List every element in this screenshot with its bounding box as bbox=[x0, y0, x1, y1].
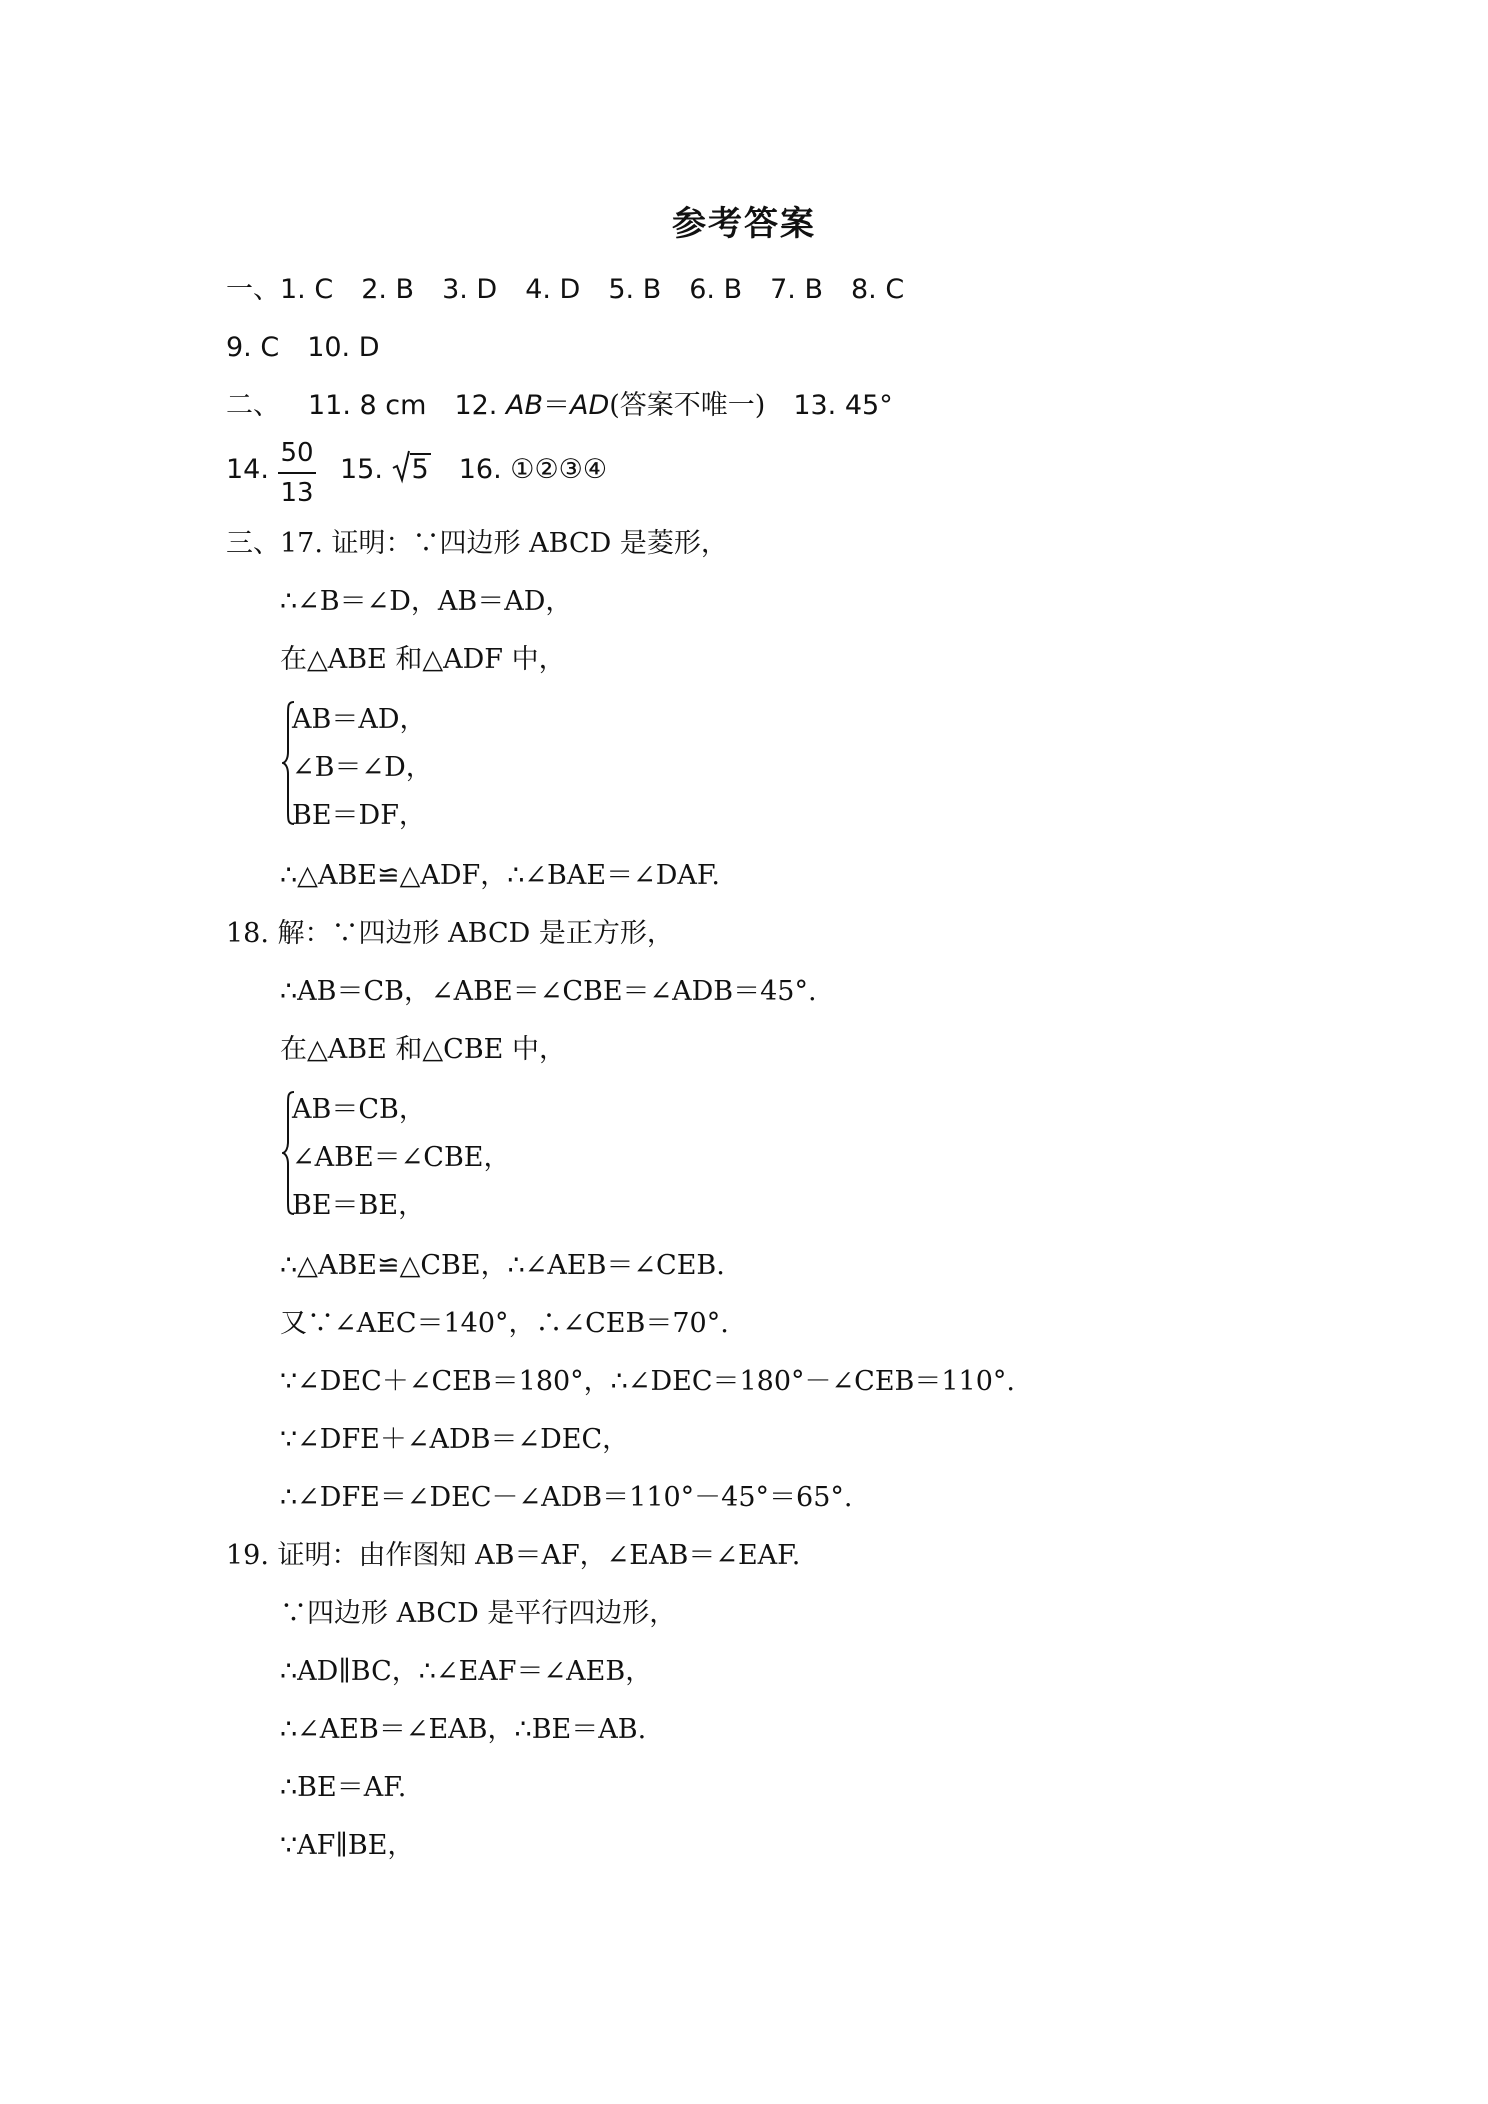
q18-system-3: BE＝BE， bbox=[292, 1190, 426, 1221]
mc-answer: 1. C bbox=[280, 274, 334, 305]
q14-denominator: 13 bbox=[280, 478, 314, 508]
q11-answer: 11. 8 cm bbox=[308, 390, 427, 421]
fill-row-2 bbox=[226, 448, 269, 492]
q18-line-3: ∴△ABE≌△CBE，∴∠AEB＝∠CEB. bbox=[280, 1250, 725, 1281]
q15-number: 15. bbox=[340, 454, 383, 485]
page-title: 参考答案 bbox=[672, 204, 816, 244]
q18-line-0: 18. 解：∵四边形 ABCD 是正方形， bbox=[226, 918, 674, 949]
q13-answer: 13. 45° bbox=[793, 390, 893, 421]
q19-line-4: ∴BE＝AF. bbox=[280, 1772, 407, 1803]
q19-line-2: ∴AD∥BC，∴∠EAF＝∠AEB， bbox=[280, 1656, 653, 1687]
mc-answer: 10. D bbox=[307, 332, 380, 363]
radical-sign-icon bbox=[392, 448, 410, 484]
q12-note: (答案不唯一) bbox=[609, 390, 766, 421]
q18-system-2: ∠ABE＝∠CBE， bbox=[292, 1142, 511, 1173]
mc-answer: 5. B bbox=[608, 274, 662, 305]
q19-line-3: ∴∠AEB＝∠EAB，∴BE＝AB. bbox=[280, 1714, 647, 1745]
q19-line-1: ∵四边形 ABCD 是平行四边形， bbox=[280, 1598, 677, 1629]
q18-system-1: AB＝CB， bbox=[292, 1094, 426, 1125]
q18-line-6: ∵∠DFE＋∠ADB＝∠DEC， bbox=[280, 1424, 630, 1455]
mc-answer: 9. C bbox=[226, 332, 280, 363]
fraction-bar bbox=[278, 472, 316, 474]
q17-line-2: 在△ABE 和△ADF 中， bbox=[280, 644, 566, 675]
q15-radicand: 5 bbox=[411, 454, 429, 485]
mc-answer: 7. B bbox=[770, 274, 823, 305]
q18-line-5: ∵∠DEC＋∠CEB＝180°，∴∠DEC＝180°－∠CEB＝110°. bbox=[280, 1366, 1015, 1397]
section-1-prefix: 一、 bbox=[226, 274, 280, 305]
q15-sqrt bbox=[392, 448, 431, 492]
q12-eq: ＝ bbox=[542, 390, 570, 421]
q19-line-5: ∵AF∥BE， bbox=[280, 1830, 415, 1861]
q12-ad: AD bbox=[569, 390, 610, 421]
fill-row-1 bbox=[226, 384, 893, 428]
q17-system-1: AB＝AD， bbox=[292, 704, 427, 735]
mc-answer: 4. D bbox=[525, 274, 581, 305]
section-2-prefix: 二、 bbox=[226, 390, 280, 421]
q12-ab: AB bbox=[505, 390, 543, 421]
q16-answer: 16. ①②③④ bbox=[458, 454, 608, 485]
q19-line-0: 19. 证明：由作图知 AB＝AF，∠EAB＝∠EAF. bbox=[226, 1540, 801, 1571]
fill-row-2b bbox=[340, 448, 607, 492]
mc-answer: 2. B bbox=[361, 274, 415, 305]
mc-answer: 3. D bbox=[442, 274, 498, 305]
q17-system-2: ∠B＝∠D， bbox=[292, 752, 433, 783]
q18-line-4: 又∵∠AEC＝140°，∴∠CEB＝70°. bbox=[280, 1308, 729, 1339]
q14-numerator: 50 bbox=[280, 438, 314, 468]
mc-row-1 bbox=[226, 268, 904, 312]
q18-line-7: ∴∠DFE＝∠DEC－∠ADB＝110°－45°＝65°. bbox=[280, 1482, 853, 1513]
q17-line-1: ∴∠B＝∠D，AB＝AD， bbox=[280, 586, 573, 617]
q14-number: 14. bbox=[226, 454, 269, 485]
mc-answer: 6. B bbox=[689, 274, 743, 305]
q12-number: 12. bbox=[454, 390, 498, 421]
mc-row-2 bbox=[226, 326, 380, 370]
q18-line-1: ∴AB＝CB，∠ABE＝∠CBE＝∠ADB＝45°. bbox=[280, 976, 817, 1007]
q17-line-0: 三、17. 证明：∵四边形 ABCD 是菱形， bbox=[226, 528, 728, 559]
q18-line-2: 在△ABE 和△CBE 中， bbox=[280, 1034, 566, 1065]
q17-system-3: BE＝DF， bbox=[292, 800, 426, 831]
q17-line-3: ∴△ABE≌△ADF，∴∠BAE＝∠DAF. bbox=[280, 860, 720, 891]
mc-answer: 8. C bbox=[850, 274, 905, 305]
q14-fraction bbox=[278, 436, 316, 510]
